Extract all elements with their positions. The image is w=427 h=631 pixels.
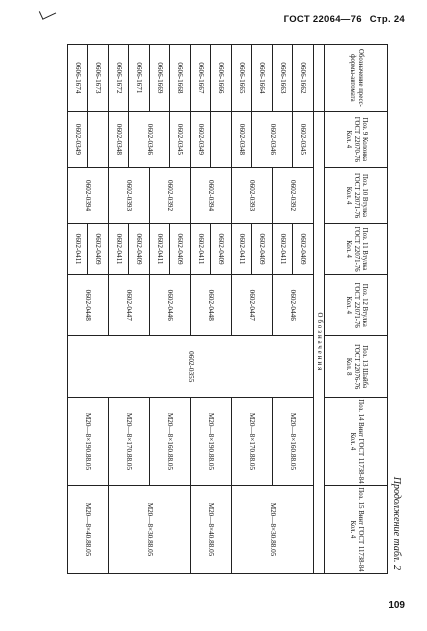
page-label: Стр. 24 [369,14,405,25]
table-row: 0606-1674 0602-0349 0602-0411 [68,45,89,574]
table-row: 0606-1671 0602-0393 0602-0409 0602-0447 M20—8×170.88.05 [129,45,150,574]
page-header [279,14,405,25]
table-row: 0606-1669 0602-0346 0602-0411 [150,45,171,574]
col-header-designation: Обозначение пресс-формы-автомата [325,45,388,112]
continuation-label: Продолжение табл. 2 [391,476,402,570]
col-header-pos9: Поз. 9 Колонка ГОСТ 22070-76 Кол. 4 [325,111,388,167]
col-header-pos12: Поз. 12 Втулка ГОСТ 22071-76 Кол. 4 [325,275,388,336]
col-header-pos11: Поз. 11 Втулка ГОСТ 22071-76 Кол. 4 [325,224,388,275]
specification-table [67,44,388,574]
table-row: 0606-1662 0602-0345 0602-0392 0602-0409 0602-0446 0602-0355 M20—8×160.88.05 M20—8×30.88.05 [293,45,314,574]
table-row: 0606-1666 0602-0394 0602-0409 0602-0448 M20—8×190.88.05 M20—8×40.88.05 [211,45,232,574]
gost-number: ГОСТ 22064—76 [283,14,362,25]
table-row: 0606-1673 0602-0394 0602-0409 0602-0448 M20—8×190.88.05 M20—8×40.88.05 [88,45,109,574]
table-row: 0606-1672 0602-0348 0602-0411 [109,45,130,574]
col-header-pos13: Поз. 13 Шайба ГОСТ 22076-76 Кол. 8 [325,336,388,397]
table-row: 0606-1664 0602-0393 0602-0409 0602-0447 M20—8×170.88.05 [252,45,273,574]
table-row: 0606-1665 0602-0348 0602-0411 [232,45,253,574]
rotated-table-block [40,44,402,574]
check-mark-icon [39,5,56,19]
table-row: 0606-1667 0602-0349 0602-0411 [191,45,212,574]
col-header-pos10: Поз. 10 Втулка ГОСТ 22071-76 Кол. 4 [325,167,388,223]
designations-label: Обозначения [314,111,325,573]
col-header-pos14: Поз. 14 Винт ГОСТ 11738-84 Кол. 4 [325,397,388,485]
page-number: 109 [388,600,405,611]
table-row: 0606-1663 0602-0346 0602-0411 [273,45,294,574]
col-header-pos15: Поз. 15 Винт ГОСТ 11738-84 Кол. 4 [325,485,388,573]
table-row: 0606-1668 0602-0345 0602-0392 0602-0409 0602-0446 M20—8×160.88.05 M20—8×30.88.05 [170,45,191,574]
